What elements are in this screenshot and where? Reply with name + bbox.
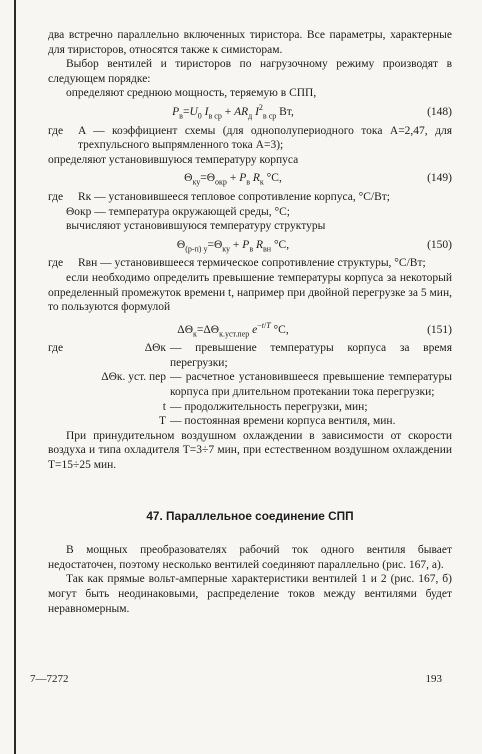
where-label: где (48, 342, 64, 355)
definition-row (48, 370, 452, 399)
paragraph-8: вычисляют установившуюся температуру структуры (66, 220, 326, 233)
page-number: 193 (425, 673, 442, 685)
definition-symbol: ΔΘк. уст. пер (101, 371, 166, 384)
definition-symbol: T (158, 415, 166, 428)
definition-text: — постоянная времени корпуса вентиля, мин. (170, 415, 396, 428)
definition-text: — продолжительность перегрузки, мин; (170, 400, 368, 413)
definition-row (48, 341, 452, 370)
formula-150: $\Theta_{(р-п) у}=\Theta_{ку} + P_в$ $R_{вн}$ °C, (150) (176, 238, 452, 254)
paragraph-4-body: A — коэффициент схемы (для однополупериодного тока A=2,47, для трехпульсного выпрямленного тока A=3); (78, 124, 452, 152)
page-edge-line (14, 0, 16, 754)
paragraph-12: В мощных преобразователях рабочий ток одного вентиля бывает недостаточен, поэтому несколько вентилей соединяют параллельно (рис. 167, а). (48, 544, 452, 571)
definition-symbol: t (162, 400, 166, 413)
where-label: где (48, 124, 64, 137)
definition-list (48, 341, 452, 429)
paragraph-6 (48, 190, 452, 205)
paragraph-3: определяют среднюю мощность, теряемую в СПП, (66, 87, 317, 100)
paragraph-10: если необходимо определить превышение температуры корпуса за некоторый определенный промежуток времени t, например при двойной перегрузке за 5 мин, то пользуются формулой (48, 271, 452, 314)
formula-149: $\Theta_{ку}=\Theta_{окр} + P_в$ $R_к$ °C, (149) (184, 172, 452, 187)
formula-148: $P_в=U_0$ $I_{в ср} + AR_д$ $I^2_{в ср}$ Вт, (148) (172, 103, 452, 121)
paragraph-6-body: Rк — установившееся тепловое сопротивление корпуса, °C/Вт; (78, 190, 390, 203)
page-footer (30, 672, 442, 687)
definition-text: — расчетное установившееся превышение температуры корпуса при длительном протекании тока перегрузки; (170, 371, 452, 399)
paragraph-9 (48, 256, 452, 271)
where-label: где (48, 190, 64, 203)
formula-number-150: (150) (427, 238, 452, 251)
definition-symbol: ΔΘк (144, 342, 166, 355)
paragraph-11: При принудительном воздушном охлаждении в зависимости от скорости воздуха и типа охладителя T=3÷7 мин, при естественном воздушном охлаждении T=15÷25 мин. (48, 429, 452, 472)
formula-number-151: (151) (427, 323, 452, 336)
formula-number-149: (149) (427, 172, 452, 185)
paragraph-1: два встречно параллельно включенных тиристора. Все параметры, характерные для тиристоров, относятся также к симисторам. (48, 29, 452, 56)
paragraph-5: определяют установившуюся температуру корпуса (48, 153, 299, 166)
paragraph-2: Выбор вентилей и тиристоров по нагрузочному режиму производят в следующем порядке: (48, 58, 452, 85)
definition-row (48, 414, 452, 429)
paragraph-13: Так как прямые вольт-амперные характеристики вентилей 1 и 2 (рис. 167, б) могут быть неодинаковыми, распределение токов между вентилями будет неравномерным. (48, 573, 452, 615)
where-label: где (48, 257, 64, 270)
paragraph-4 (48, 124, 452, 153)
definition-row (48, 400, 452, 415)
formula-number-148: (148) (427, 105, 452, 118)
paragraph-7: Θокр — температура окружающей среды, °C; (66, 205, 290, 218)
definition-text: — превышение температуры корпуса за время перегрузки; (170, 342, 452, 369)
formula-151: $\Delta\Theta_к=\Delta\Theta_{к.уст.пер}$ $e^{-t/T}$ °C, (151) (177, 320, 452, 338)
paragraph-9-body: Rвн — установившееся термическое сопротивление структуры, °C/Вт; (78, 257, 426, 270)
section-title: 47. Параллельное соединение СПП (146, 508, 354, 523)
signature-code: 7—7272 (30, 673, 69, 685)
